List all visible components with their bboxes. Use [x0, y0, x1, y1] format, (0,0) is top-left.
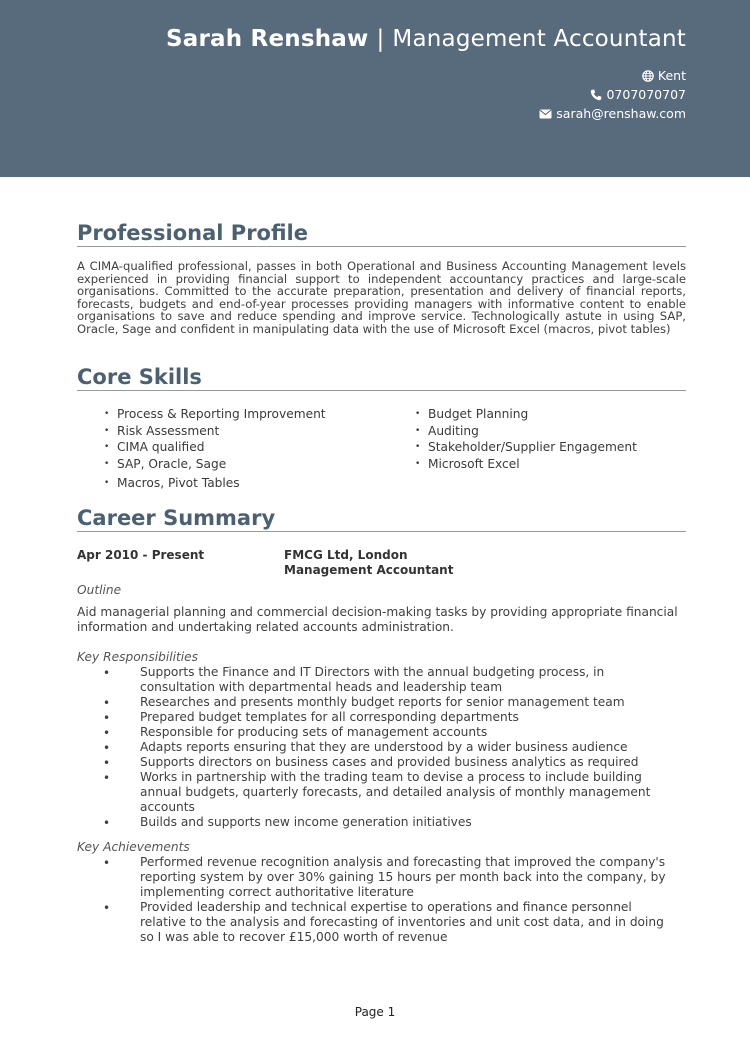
skill-item: • SAP, Oracle, Sage — [104, 456, 326, 473]
skill-item: • Stakeholder/Supplier Engagement — [415, 439, 637, 456]
skill-item: • Risk Assessment — [104, 423, 326, 440]
skills-heading: Core Skills — [77, 364, 686, 391]
job-header — [77, 548, 686, 580]
career-summary-section — [77, 505, 686, 945]
location-text: Kent — [657, 68, 686, 83]
title-separator: | — [376, 26, 385, 52]
list-item: • Provided leadership and technical expertise to operations and finance personnel relative to the analysis and forecasting of inventories and unit cost data, and in doing so I was able to recover £15,000 worth of revenue — [77, 900, 686, 945]
phone-text[interactable]: 0707070707 — [606, 87, 686, 102]
email-link[interactable]: sarah@renshaw.com — [556, 106, 686, 121]
contact-phone — [590, 87, 686, 102]
list-item: • Supports the Finance and IT Directors with the annual budgeting process, in consultation with departmental heads and leadership team — [77, 665, 686, 695]
job-dates: Apr 2010 - Present — [77, 548, 205, 562]
profile-text: A CIMA-qualified professional, passes in both Operational and Business Accounting Management levels experienced in providing financial support to independent accountancy practices and large-scale organisations. Committed to the accurate preparation, presentation and delivery of financial reports, forecasts, budgets and end-of-year processes providing managers with informative content to enable organisations to save and reduce spending and improve service. Technologically astute in using SAP, Oracle, Sage and confident in manipulating data with the use of Microsoft Excel (macros, pivot tables) — [77, 259, 686, 336]
header-title — [166, 26, 686, 52]
page-number: Page 1 — [354, 1005, 396, 1019]
envelope-icon — [539, 109, 552, 119]
list-item: • Prepared budget templates for all corresponding departments — [77, 710, 686, 725]
contact-email — [539, 106, 686, 121]
outline-text: Aid managerial planning and commercial decision-making tasks by providing appropriate financial information and undertaking related accounts administration. — [77, 605, 678, 635]
skill-item: • Microsoft Excel — [415, 456, 637, 473]
outline-label: Outline — [77, 583, 122, 597]
contact-location — [642, 68, 686, 83]
job-role: Management Accountant — [392, 26, 686, 52]
job-title: Management Accountant — [284, 563, 454, 577]
skill-item: • Macros, Pivot Tables — [104, 475, 326, 492]
list-item: • Responsible for producing sets of management accounts — [77, 725, 686, 740]
list-item: • Adapts reports ensuring that they are understood by a wider business audience — [77, 740, 686, 755]
list-item: • Researches and presents monthly budget reports for senior management team — [77, 695, 686, 710]
profile-heading: Professional Profile — [77, 220, 686, 247]
list-item: • Works in partnership with the trading team to devise a process to include building annual budgets, quarterly forecasts, and detailed analysis of monthly management accounts — [77, 770, 686, 815]
candidate-name: Sarah Renshaw — [166, 26, 369, 52]
responsibilities-label: Key Responsibilities — [77, 649, 199, 664]
skills-list-right — [415, 406, 637, 473]
career-heading: Career Summary — [77, 505, 686, 532]
skill-item: • Budget Planning — [415, 406, 637, 423]
skills-list-left — [104, 406, 326, 491]
core-skills-section — [77, 364, 686, 491]
skill-item: • Auditing — [415, 423, 637, 440]
achievements-label: Key Achievements — [77, 839, 190, 854]
skill-item: • CIMA qualified — [104, 439, 326, 456]
list-item: • Performed revenue recognition analysis and forecasting that improved the company's reporting system by over 30% gaining 15 hours per month back into the company, by implementing correct authoritative literature — [77, 855, 686, 900]
globe-icon — [642, 70, 654, 82]
list-item: • Supports directors on business cases and provided business analytics as required — [77, 755, 686, 770]
header-banner — [0, 0, 750, 177]
phone-icon — [590, 89, 602, 101]
responsibilities-list — [77, 665, 686, 830]
skills-columns — [77, 391, 686, 491]
achievements-list — [77, 855, 686, 945]
skill-item: • Process & Reporting Improvement — [104, 406, 326, 423]
job-company: FMCG Ltd, London — [284, 548, 408, 562]
professional-profile-section — [77, 220, 686, 336]
list-item: • Builds and supports new income generation initiatives — [77, 815, 686, 830]
